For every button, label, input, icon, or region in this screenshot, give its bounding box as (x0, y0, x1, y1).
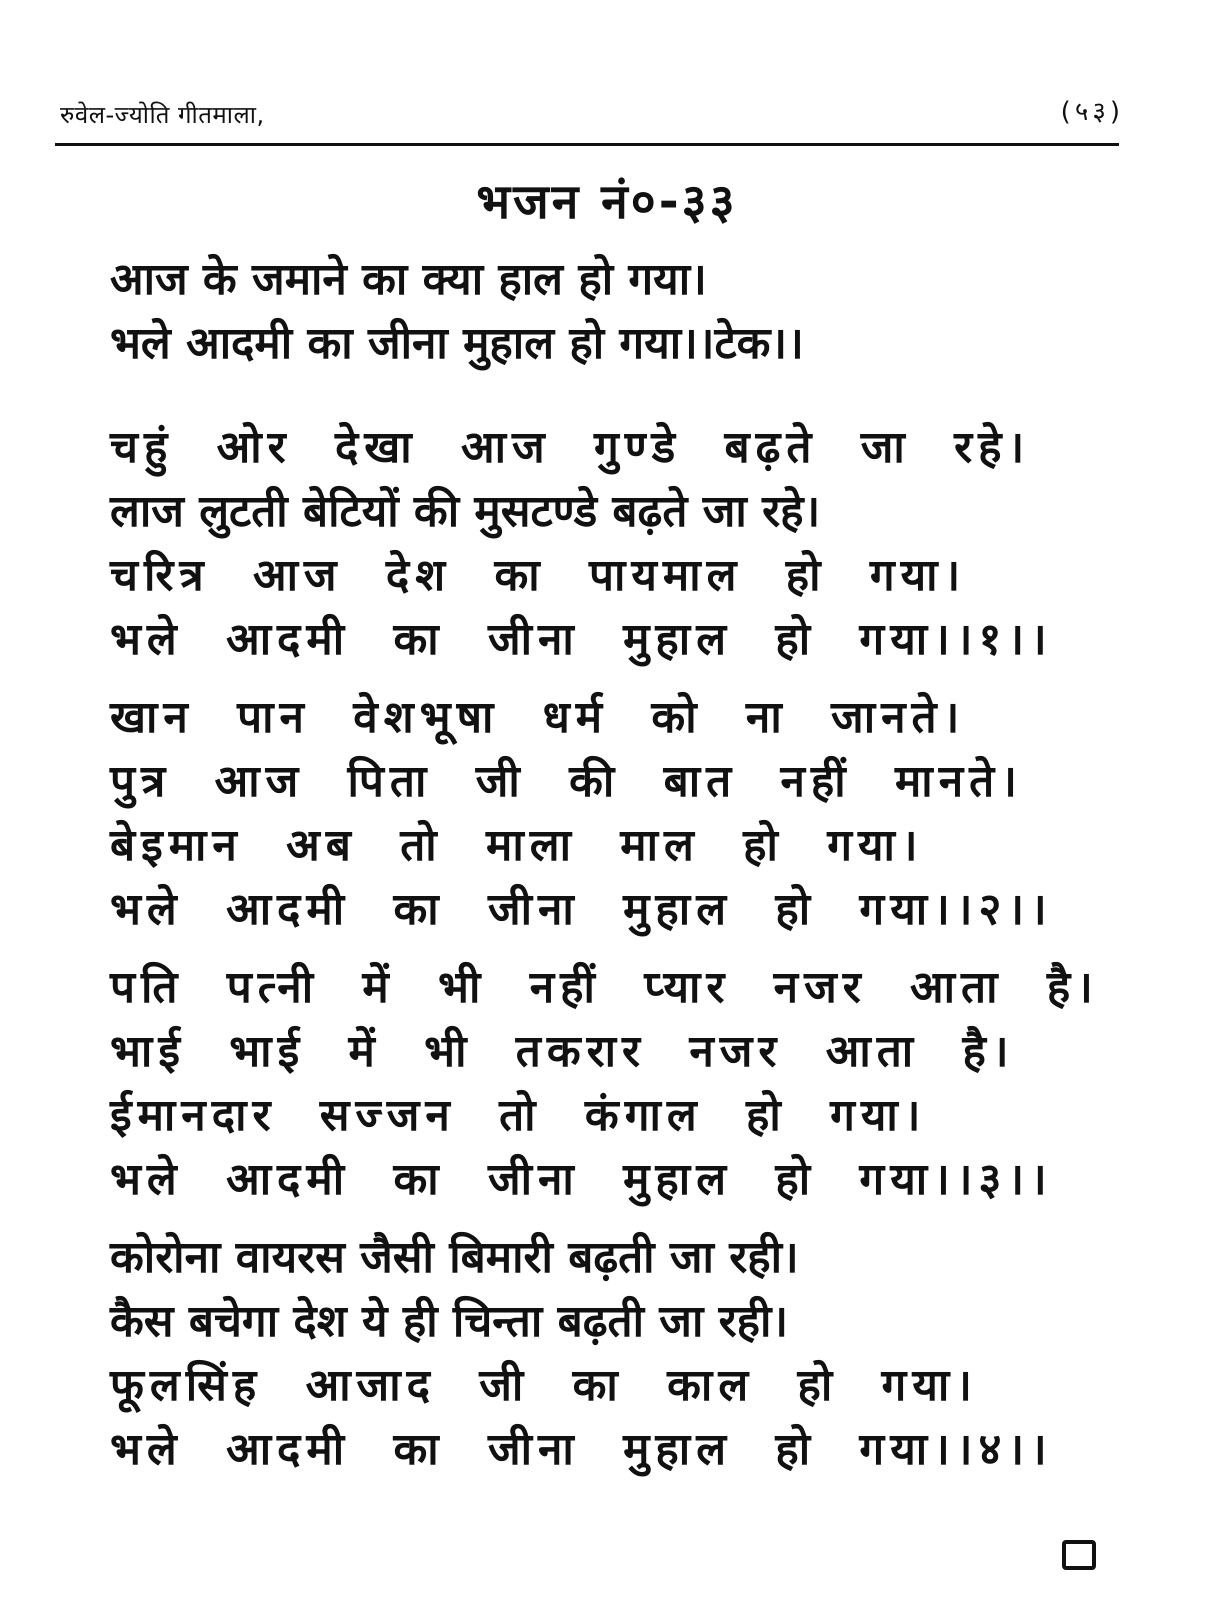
stanza-3 (110, 956, 1110, 1212)
verse-line: भले आदमी का जीना मुहाल हो गया।।४।। (110, 1424, 1053, 1475)
stanza-4 (110, 1226, 1110, 1482)
running-header (60, 92, 1134, 136)
bhajan-verses (110, 248, 1110, 1496)
refrain-stanza (110, 248, 1110, 376)
verse-line: बेइमान अब तो माला माल हो गया। (110, 820, 924, 871)
page-number: (५३) (1060, 97, 1124, 127)
verse-line: भाई भाई में भी तकरार नजर आता है। (110, 1026, 1015, 1077)
verse-line: भले आदमी का जीना मुहाल हो गया।।३।। (110, 1154, 1053, 1205)
verse-line: खान पान वेशभूषा धर्म को ना जानते। (110, 692, 966, 743)
verse-line: लाज लुटती बेटियों की मुसटण्डे बढ़ते जा रहे। (110, 486, 821, 537)
header-divider (55, 143, 1119, 146)
verse-line: पुत्र आज पिता जी की बात नहीं मानते। (110, 756, 1023, 807)
verse-line: फूलसिंह आजाद जी का काल हो गया। (110, 1360, 978, 1411)
verse-line: कैस बचेगा देश ये ही चिन्ता बढ़ती जा रही। (110, 1296, 789, 1347)
verse-line: आज के जमाने का क्या हाल हो गया। (110, 254, 707, 305)
verse-line: कोरोना वायरस जैसी बिमारी बढ़ती जा रही। (110, 1232, 799, 1283)
book-title: रुवेल-ज्योति गीतमाला, (60, 101, 265, 129)
verse-line: भले आदमी का जीना मुहाल हो गया।।२।। (110, 884, 1053, 935)
verse-line: भले आदमी का जीना मुहाल हो गया।।१।। (110, 614, 1053, 665)
stanza-2 (110, 686, 1110, 942)
bhajan-title: भजन नं०-३३ (476, 174, 738, 230)
verse-line: पति पत्नी में भी नहीं प्यार नजर आता है। (110, 962, 1099, 1013)
verse-line: चहुं ओर देखा आज गुण्डे बढ़ते जा रहे। (110, 422, 1031, 473)
end-square-icon (1062, 1540, 1096, 1570)
verse-line: चरित्र आज देश का पायमाल हो गया। (110, 550, 967, 601)
verse-line: ईमानदार सज्जन तो कंगाल हो गया। (110, 1090, 927, 1141)
stanza-1 (110, 416, 1110, 672)
verse-line: भले आदमी का जीना मुहाल हो गया।।टेक।। (110, 318, 804, 369)
